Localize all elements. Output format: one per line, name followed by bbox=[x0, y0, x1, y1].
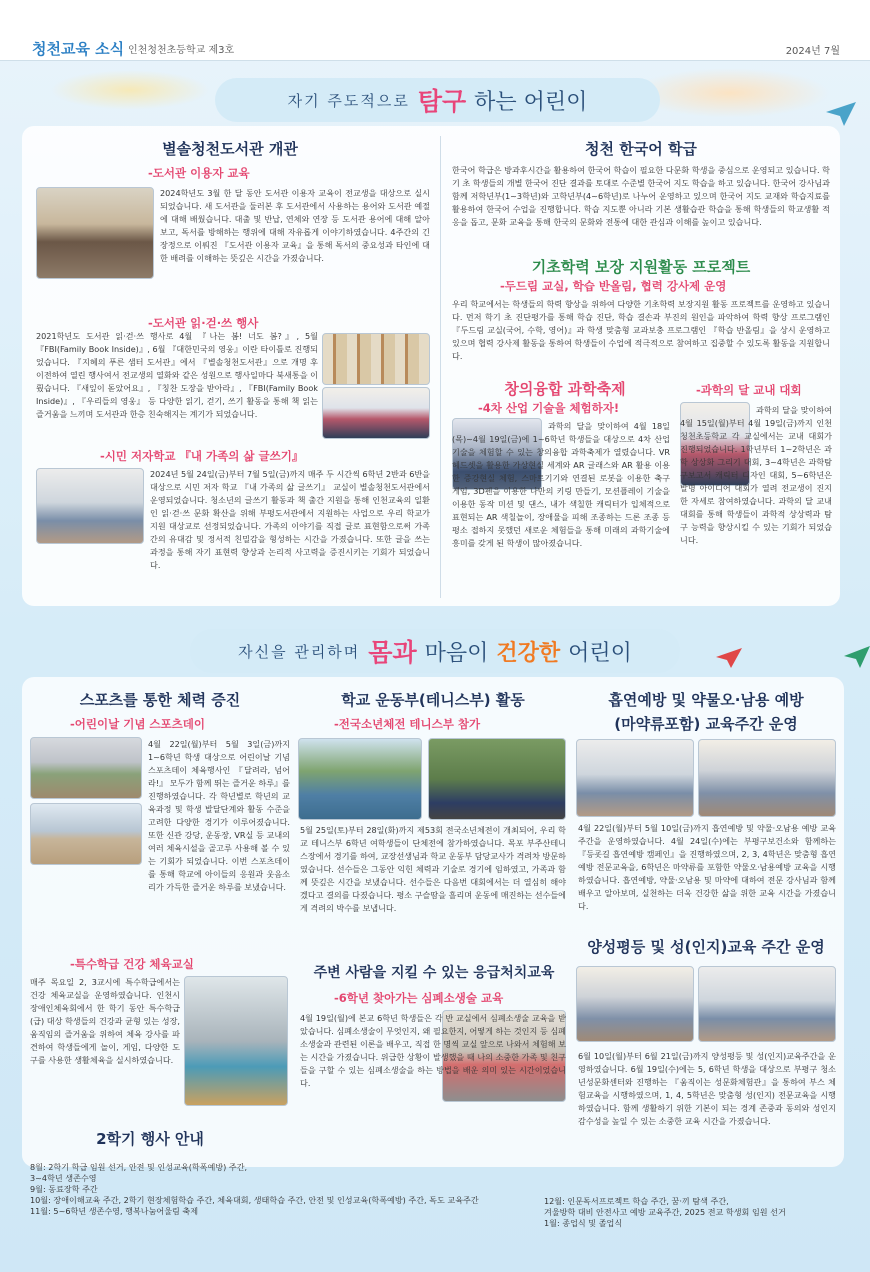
library-text-1: 2024학년도 3월 한 달 동안 도서관 이용자 교육이 전교생을 대상으로 실시되었습니다. 새 도서관을 둘러본 후 도서관에서 사용하는 용어와 도서관 예절에 대해 배웠습니다. 대출 및 반납, 연체와 연장 등 도서관 용어에 대해 알아보고, 독서를 방해하는 행위에 대해 자유롭게 이야기하였습니다. 4주간의 긴 장정으로 이뤄진 『도서관 이용자 교육』을 통해 독서의 중요성과 타인에 대한 배려를 이해하는 뜻깊은 시간을 가졌습니다. bbox=[160, 188, 430, 263]
library-photo-1 bbox=[36, 187, 154, 279]
banner-pre: 자신을 관리하며 bbox=[238, 642, 361, 661]
basic-text: 우리 학교에서는 학생들의 학력 향상을 위하여 다양한 기초학력 보장지원 활동 프로젝트를 운영하고 있습니다. 먼저 학기 초 진단평가를 통해 학습 진단, 학습 결손과 부진의 원인을 파악하여 학력 향상 프로그램인 『두드림 교실(국어, 수학, 영어)』과 학생 맞춤형 교과보충 프로그램인 『학습 반올림』을 상시 운영하고 있으며 협력 강사제 활동을 통하여 학생들이 수업에 적극적으로 참여하고 집중할 수 있도록 활동을 지원합니다. bbox=[452, 299, 830, 361]
paper-plane-icon bbox=[716, 648, 742, 668]
tennis-photo-1 bbox=[298, 738, 422, 820]
masthead-brand: 청천교육 소식 bbox=[32, 40, 125, 58]
banner-tail: 하는 어린이 bbox=[474, 89, 588, 115]
events-left-list bbox=[30, 1162, 479, 1217]
library-text-2: 2021학년도 도서관 읽·걷·쓰 행사로 4월 『나는 봄! 너도 봄?』, 5월 『FBI(Family Book Inside)』, 6월 『대한민국의 영웅』이란 타이틀로 진행되었습니다. 『지혜의 푸른 샘터 도서관』에서 『별솔청천도서관』으로 개명 후 이전하여 열린 행사여서 전교생의 열화와 같은 성원으로 행사일마다 북새통을 이뤘습니다. 『새잎이 돋았어요』, 『칭찬 도장을 받아라』, 『FBI(Family Book Inside)』, 『우리들의 영웅』 등 다양한 읽기, 걷기, 쓰기 활동을 통해 책 읽는 즐거움을 느끼며 도서관과 한층 친숙해지는 계기가 되었습니다. bbox=[36, 331, 318, 419]
banner-word: 마음이 bbox=[424, 640, 489, 666]
paper-plane-icon bbox=[826, 102, 856, 126]
cloud-decoration bbox=[630, 68, 830, 118]
sciday-text: 과학의 달을 맞이하여 4월 15일(월)부터 4월 19일(금)까지 인천청천초등학교 각 교실에서는 교내 대회가 진행되었습니다. 1학년부터 1~2학년은 과학 상상화 그리기 대회, 3~4학년은 과학탐구보고서 캐릭터 디자인 대회, 5~6학년은 발명 아이디어 대회가 열려 전교생이 진지한 자세로 참여하였습니다. 과학의 달 교내 대회를 통해 학생들이 과학적 상상력과 탐구 능력을 향상시킬 수 있는 기회가 되었습니다. bbox=[680, 405, 832, 545]
sports-text: 4월 22일(월)부터 5월 3일(금)까지 1~6학년 학생 대상으로 어린이날 기념 스포츠데이 체육행사인 『달려라, 넘어라!』 모두가 함께 뛰는 즐거운 하루』를 진행하였습니다. 각 학년별로 학년의 교육과정 및 학생 발달단계와 활동 수준을 고려한 다양한 경기가 이루어졌습니다. 또한 신관 강당, 운동장, VR실 등 교내의 여러 체육시설을 골고루 사용해 볼 수 있는 기회가 되었습니다. 이번 스포츠데이를 통해 학교에 아이들의 응원과 웃음소리가 가득한 즐거운 하루를 보냈습니다. bbox=[148, 739, 290, 892]
events-right-list bbox=[544, 1196, 786, 1229]
library-sub-3: -시민 저자학교 『내 가족의 삶 글쓰기』 bbox=[100, 449, 304, 463]
cpr-sub: -6학년 찾아가는 심폐소생술 교육 bbox=[334, 991, 504, 1005]
tennis-title: 학교 운동부(테니스부) 활동 bbox=[341, 691, 525, 709]
tennis-text: 5월 25일(토)부터 28일(화)까지 제53회 전국소년체전이 개최되어, 우리 학교 테니스부 6학년 여학생들이 단체전에 참가하였습니다. 목포 부주산테니스장에서 경기를 하여, 교장선생님과 학교 운동부 담당교사가 격려차 방문하였습니다. 선수들은 그동안 익힌 체력과 기술로 경기에 임하였고, 가족과 함께 뜻깊은 시간을 보냈습니다. 선수들은 다음번 대회에서는 더 열심히 해야겠다고 결의를 다졌습니다. 평소 구슬땀을 흘리며 운동에 매진하는 선수들에게 격려의 박수를 보냅니다. bbox=[300, 825, 566, 913]
library-sub-2: -도서관 읽·걷·쓰 행사 bbox=[148, 316, 259, 330]
science-title: 창의융합 과학축제 bbox=[504, 380, 626, 398]
korean-text: 한국어 학급은 방과후시간을 활용하여 한국어 학습이 필요한 다문화 학생을 중심으로 운영되고 있습니다. 학기 초 학생들의 개별 한국어 진단 결과를 토대로 수준별 한국어 지도 학습을 하고 있습니다. 한국어 강사님과 함께 저학년부(1~3학년)와 고학년부(4~6학년)로 나누어 운영하고 있으며 한국어 지도 교재와 학습지료를 활용하여 한국어 수업을 진행합니다. 학습 지도뿐 아니라 기본 생활습관 학습을 통해 학생들의 학교생활 적응을 돕고, 문화 교육을 통해 한국의 문화와 전통에 대한 관심과 이해를 높이고 있습니다. bbox=[452, 165, 830, 227]
events-item: 8월: 2학기 학급 임원 선거, 안전 및 인성교육(학폭예방) 주간, bbox=[30, 1162, 248, 1172]
library-photo-2 bbox=[322, 333, 430, 385]
paper-plane-icon bbox=[844, 646, 870, 668]
cpr-title: 주변 사람을 지킬 수 있는 응급처치교육 bbox=[313, 965, 555, 981]
cpr-text: 4월 19일(월)에 본교 6학년 학생들은 각 반 교실에서 심폐소생술 교육을 받았습니다. 심폐소생술이 무엇인지, 왜 필요한지, 어떻게 하는 것인지 등 심폐소생술과 관련된 이론을 배우고, 직접 한 명씩 교실 앞으로 나와서 체험해 보는 시간을 가졌습니다. 위급한 상황이 발생했을 때 나의 소중한 가족 및 친구들을 구할 수 있는 심폐소생술을 하는 방법을 배운 의미 있는 시간이었습니다. bbox=[300, 1013, 566, 1088]
sports-photo-1 bbox=[30, 737, 142, 799]
library-title: 별솔청천도서관 개관 bbox=[162, 140, 298, 158]
events-item: 12월: 인문독서프로젝트 학습 주간, 꿈·끼 탐색 주간, bbox=[544, 1196, 729, 1206]
science-text: 과학의 달을 맞이하여 4월 18일(목)~4월 19일(금)에 1~6학년 학생들을 대상으로 4차 산업 기술을 체험할 수 있는 창의융합 과학축제가 열렸습니다. VR 헤드셋을 활용한 가상현실 세계와 AR 글래스와 AR 활용 이용한 증강현실 체험, 스마트기기와 연결된 로봇을 이용한 축구 게임, 3D펜을 이용한 나만의 키링 만들기, 모션플레이 기술을 이용한 동작 미션 및 댄스, 내가 색칠한 캐릭터가 입체적으로 표현되는 AR 색칠놀이, 장애물을 피해 조종하는 드론 조종 등 평소 접하지 못했던 새로운 체험들을 통해 미래의 과학기술에 흥미를 갖게 된 학생이 많아졌습니다. bbox=[452, 421, 670, 548]
banner-highlight: 몸과 bbox=[368, 638, 417, 667]
special-sub: -특수학급 건강 체육교실 bbox=[70, 957, 194, 971]
gender-photo-1 bbox=[576, 966, 694, 1042]
library-photo-4 bbox=[36, 468, 144, 544]
masthead-divider bbox=[0, 60, 870, 61]
gender-photo-2 bbox=[698, 966, 836, 1042]
banner-pre: 자기 주도적으로 bbox=[287, 91, 410, 110]
banner-highlight: 탐구 bbox=[417, 87, 467, 116]
sports-photo-2 bbox=[30, 803, 142, 865]
library-text-3: 2024년 5월 24일(금)부터 7월 5일(금)까지 매주 두 시간씩 6학년 2반과 6반을 대상으로 시민 저자 학교 『내 가족의 삶 글쓰기』 교실이 별솔청천도서관에서 운영되었습니다. 청소년의 글쓰기 활동과 책 출간 지원을 통해 인천교육의 일환인 읽·걷·쓰 문화 확산을 위해 부평도서관에서 지원하는 사업으로 우리 학교가 지원 대상교로 선정되었습니다. 가족의 이야기를 직접 글로 표현함으로써 가족 간의 유대감 및 정서적 친밀감을 형성하는 시간을 가졌습니다. 또한 글을 쓰는 과정을 통해 자기 표현력 향상과 논리적 사고력을 증진시키는 기회가 되었습니다. bbox=[150, 469, 430, 570]
masthead-issue: 인천청천초등학교 제3호 bbox=[128, 45, 235, 56]
masthead bbox=[0, 0, 870, 60]
korean-title: 청천 한국어 학급 bbox=[585, 140, 697, 158]
drug-photo-1 bbox=[576, 739, 694, 817]
library-photo-3 bbox=[322, 387, 430, 439]
events-item: 10월: 장애이해교육 주간, 2학기 현장체험학습 주간, 체육대회, 생태학습 주간, 안전 및 인성교육(학폭예방) 주간, 독도 교육주간 bbox=[30, 1195, 479, 1205]
banner-tail: 어린이 bbox=[568, 640, 632, 666]
tennis-sub: -전국소년체전 테니스부 참가 bbox=[334, 717, 481, 731]
drug-photo-2 bbox=[698, 739, 836, 817]
tennis-photo-2 bbox=[428, 738, 566, 820]
section-banner-health bbox=[190, 629, 680, 673]
cloud-decoration bbox=[50, 70, 210, 110]
basic-title: 기초학력 보장 지원활동 프로젝트 bbox=[531, 258, 751, 276]
section-banner-inquiry bbox=[215, 78, 660, 122]
sports-sub: -어린이날 기념 스포츠데이 bbox=[70, 717, 205, 731]
events-item: 3~4학년 생존수영 bbox=[30, 1173, 97, 1183]
sports-title: 스포츠를 통한 체력 증진 bbox=[79, 691, 241, 709]
drug-title: 흡연예방 및 약물오·남용 예방 bbox=[608, 691, 804, 709]
special-text: 매주 목요일 2, 3교시에 특수학급에서는 건강 체육교실을 운영하였습니다. 인천시 장애인체육회에서 한 학기 동안 특수학급(급) 대상 학생들의 건강과 균형 있는 성장, 움직임의 즐거움을 위하여 체육 강사를 파견하여 학생들에게 놀이, 게임, 다양한 도구를 사용한 생활체육을 실시하였습니다. bbox=[30, 977, 180, 1065]
gender-title: 양성평등 및 성(인지)교육 주간 운영 bbox=[587, 938, 825, 956]
events-item: 1월: 종업식 및 졸업식 bbox=[544, 1218, 623, 1228]
drug-title-2: (마약류포함) 교육주간 운영 bbox=[614, 715, 798, 733]
special-photo bbox=[184, 976, 288, 1106]
column-divider bbox=[440, 136, 441, 598]
masthead-date: 2024년 7월 bbox=[785, 46, 840, 57]
banner-highlight-2: 건강한 bbox=[496, 640, 561, 666]
basic-sub: -두드림 교실, 학습 반올림, 협력 강사제 운영 bbox=[500, 279, 727, 293]
events-item: 겨울방학 대비 안전사고 예방 교육주간, 2025 전교 학생회 임원 선거 bbox=[544, 1207, 786, 1217]
events-item: 11월: 5~6학년 생존수영, 행복나눔어울림 축제 bbox=[30, 1206, 199, 1216]
library-sub-1: -도서관 이용자 교육 bbox=[148, 166, 250, 180]
science-sub: -4차 산업 기술을 체험하자! bbox=[478, 401, 620, 415]
drug-text: 4월 22일(월)부터 5월 10일(금)까지 흡연예방 및 약물·오남용 예방 교육주간을 운영하였습니다. 4월 24일(수)에는 부평구보건소와 함께하는 『등굣길 흡연예방 캠페인』을 진행하였으며, 2, 3, 4학년은 맞춤형 흡연예방 전문교육을, 6학년은 마약류를 포함한 약물오·남용예방 교육을 시행하였습니다. 흡연예방, 약물·오남용 및 마약에 대하여 전문 강사님과 함께 배우고 알아보며, 실천하는 더욱 건강한 삶을 위한 교육 시간을 가졌습니다. bbox=[578, 823, 836, 911]
events-title: 2학기 행사 안내 bbox=[96, 1130, 204, 1148]
gender-text: 6월 10일(월)부터 6월 21일(금)까지 양성평등 및 성(인지)교육주간을 운영하였습니다. 6월 19일(수)에는 5, 6학년 학생을 대상으로 부평구 청소년성문화센터와 진행하는 『움직이는 성문화체험관』을 통하여 부스 체험교육을 시행하였으며, 1, 4, 5학년은 맞춤형 성(인지) 전문교육을 시행하였습니다. 함께 생활하기 위한 기본이 되는 경계 존중과 동의와 성인지 감수성을 높일 수 있는 소중한 교육 시간을 가졌습니다. bbox=[578, 1051, 836, 1126]
events-item: 9월: 동료장학 주간 bbox=[30, 1184, 98, 1194]
sciday-sub: -과학의 달 교내 대회 bbox=[696, 383, 802, 397]
